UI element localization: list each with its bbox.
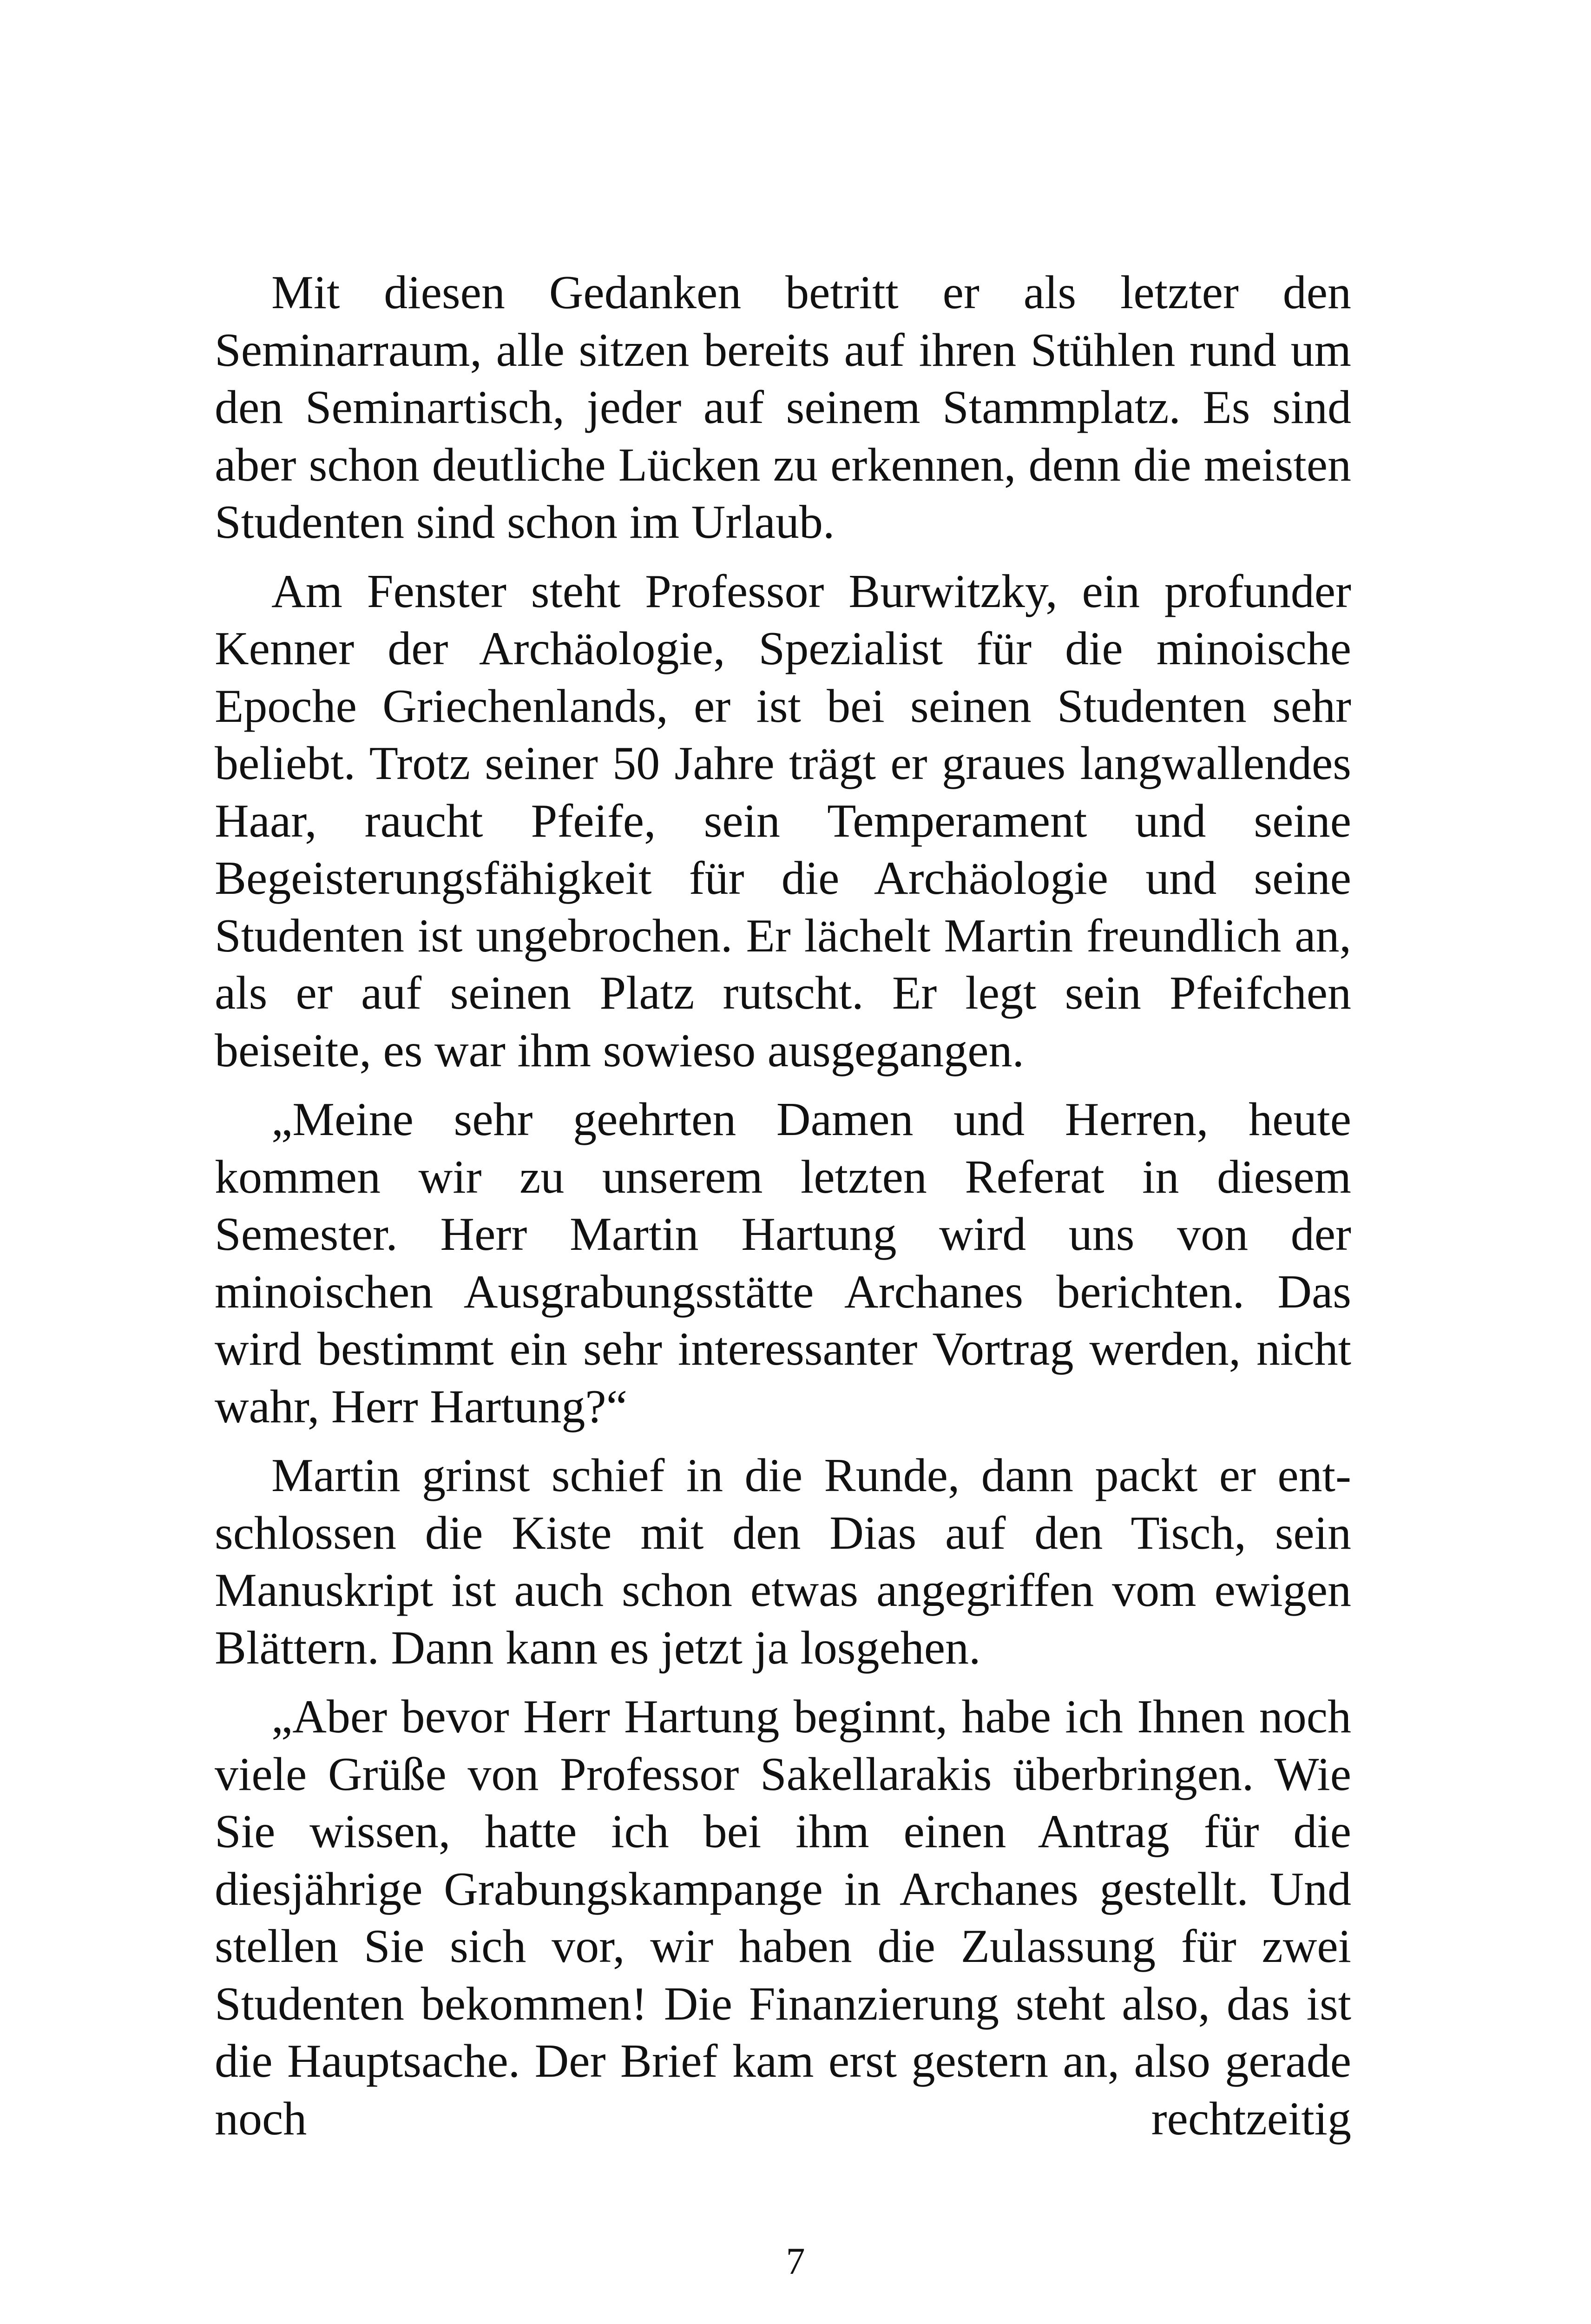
paragraph-5: „Aber bevor Herr Hartung beginnt, habe ich Ihnen noch viele Grüße von Professor Sakellarakis überbringen. Wie Sie wissen, hatte ich bei ihm einen Antrag für die diesjährige Grabungskampange in Archanes gestellt. Und stellen Sie sich vor, wir haben die Zulassung für zwei Studenten bekommen! Die Finanzierung steht also, das ist die Hauptsache. Der Brief kam erst gestern an, also gerade noch rechtzeitig <box>215 1690 1351 2145</box>
paragraph-1: Mit diesen Gedanken betritt er als letzter den Seminarraum, alle sitzen bereits auf ihren Stühlen rund um den Seminartisch, jeder auf seinem Stammplatz. Es sind aber schon deutliche Lücken zu erkennen, denn die meisten Studenten sind schon im Urlaub. <box>215 266 1351 548</box>
paragraph-3: „Meine sehr geehrten Damen und Herren, heute kommen wir zu unserem letzten Referat in diesem Semester. Herr Martin Hartung wird uns von der minoischen Ausgrabungsstätte Archanes berichten. Das wird bestimmt ein sehr interessanter Vortrag werden, nicht wahr, Herr Hartung?“ <box>215 1093 1351 1433</box>
paragraph-2: Am Fenster steht Professor Burwitzky, ein profunder Kenner der Archäologie, Spezialist für die minoische Epoche Griechenlands, er ist bei seinen Studenten sehr beliebt. Trotz seiner 50 Jahre trägt er graues langwallendes Haar, raucht Pfeife, sein Temperament und seine Begeisterungsfähigkeit für die Archäologie und seine Studenten ist ungebrochen. Er lächelt Martin freundlich an, als er auf seinen Platz rutscht. Er legt sein Pfeifchen beiseite, es war ihm sowieso ausgegangen. <box>215 565 1351 1077</box>
body-text <box>215 264 1351 2159</box>
page-number: 7 <box>786 2240 805 2282</box>
paragraph-4: Martin grinst schief in die Runde, dann packt er entschlossen die Kiste mit den Dias auf den Tisch, sein Manuskript ist auch schon etwas angegriffen vom ewigen Blättern. Dann kann es jetzt ja losgehen. <box>215 1449 1351 1674</box>
